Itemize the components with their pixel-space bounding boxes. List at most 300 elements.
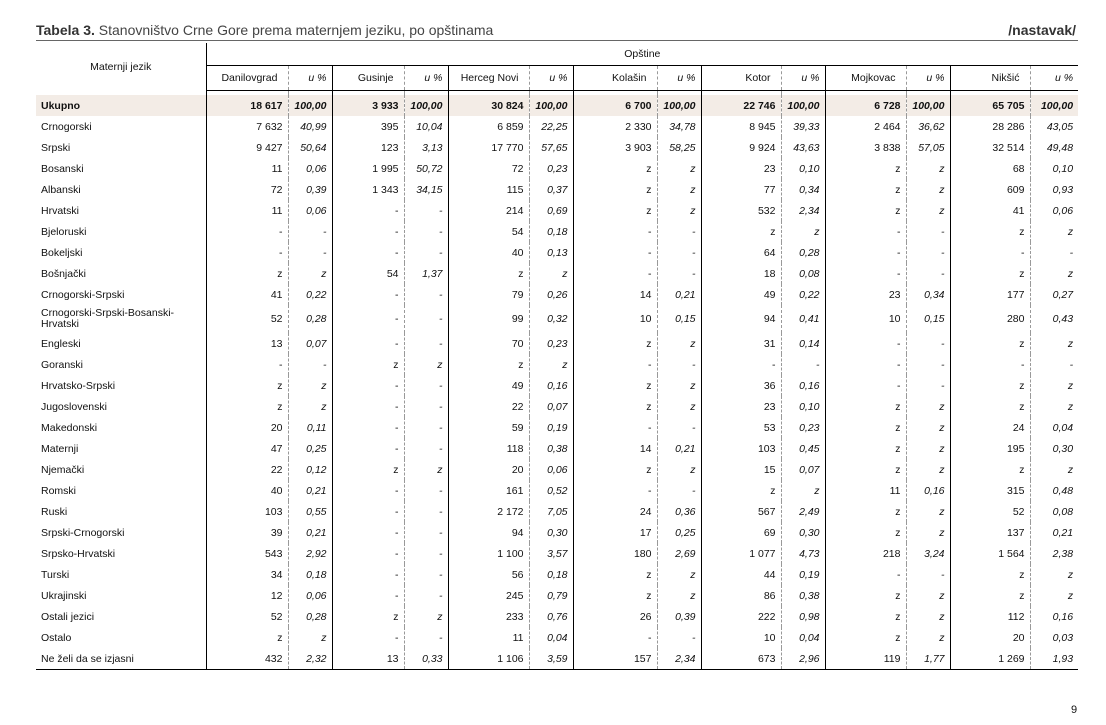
percent-cell: z (657, 200, 701, 221)
percent-cell: z (288, 263, 332, 284)
percent-cell: 0,18 (529, 221, 573, 242)
count-cell: 2 172 (448, 501, 529, 522)
count-cell: 24 (573, 501, 657, 522)
count-cell: - (332, 480, 404, 501)
percent-cell: - (404, 242, 448, 263)
count-cell: - (279, 246, 283, 259)
percent-cell: 50,64 (288, 137, 332, 158)
table-row (36, 627, 1078, 648)
count-cell: 1 100 (448, 543, 529, 564)
count-cell: 14 (573, 438, 657, 459)
count-cell: 567 (701, 501, 781, 522)
count-cell: 2 464 (825, 116, 906, 137)
count-cell: z (950, 375, 1030, 396)
count-cell: 1 343 (332, 179, 404, 200)
count-cell: - (332, 564, 404, 585)
count-cell: 28 286 (950, 116, 1030, 137)
percent-cell: 0,04 (781, 627, 825, 648)
percent-cell: - (404, 333, 448, 354)
percent-cell: 0,52 (529, 480, 573, 501)
count-cell: 13 (332, 648, 404, 670)
language-name: Hrvatski (36, 200, 206, 221)
percent-cell: 0,32 (529, 305, 573, 333)
count-cell: z (825, 179, 906, 200)
count-cell: - (825, 564, 906, 585)
population-language-table (36, 43, 1078, 670)
count-cell: z (573, 585, 657, 606)
count-cell: 59 (448, 417, 529, 438)
percent-cell: 0,28 (288, 305, 332, 333)
count-cell: - (279, 358, 283, 371)
count-cell: 20 (950, 627, 1030, 648)
count-cell: - (332, 375, 404, 396)
count-cell: 11 (271, 162, 283, 175)
count-cell: 54 (332, 263, 404, 284)
table-number: Tabela 3. (36, 22, 95, 38)
percent-cell: 2,92 (288, 543, 332, 564)
percent-cell: 0,06 (529, 459, 573, 480)
language-name: Makedonski (36, 417, 206, 438)
percent-cell: z (1030, 263, 1078, 284)
percent-cell: - (906, 242, 950, 263)
count-cell: 34 (270, 568, 283, 581)
count-cell: z (277, 400, 283, 413)
count-cell: 40 (448, 242, 529, 263)
count-cell: z (448, 263, 529, 284)
count-cell: z (573, 179, 657, 200)
count-cell: 24 (950, 417, 1030, 438)
percent-cell: 0,19 (781, 564, 825, 585)
count-cell: 115 (448, 179, 529, 200)
percent-cell: 0,69 (529, 200, 573, 221)
page-number: 9 (1071, 704, 1078, 716)
count-cell: z (950, 585, 1030, 606)
percent-cell: 57,05 (906, 137, 950, 158)
count-cell: 609 (950, 179, 1030, 200)
count-cell: 395 (332, 116, 404, 137)
table-row (36, 417, 1078, 438)
count-cell: 14 (573, 284, 657, 305)
percent-cell: z (906, 438, 950, 459)
count-cell: z (332, 459, 404, 480)
count-cell: - (332, 438, 404, 459)
percent-cell: 0,10 (781, 396, 825, 417)
percent-cell: z (657, 179, 701, 200)
percent-cell: 0,22 (781, 284, 825, 305)
language-name: Ostalo (36, 627, 206, 648)
count-cell: z (825, 501, 906, 522)
table-row (36, 200, 1078, 221)
percent-cell: - (404, 375, 448, 396)
percent-cell: - (404, 480, 448, 501)
language-name: Ostali jezici (36, 606, 206, 627)
percent-cell: 0,37 (529, 179, 573, 200)
count-cell: - (701, 354, 781, 375)
percent-cell: 40,99 (288, 116, 332, 137)
count-cell: z (950, 564, 1030, 585)
table-row (36, 648, 1078, 670)
percent-cell: 0,16 (906, 480, 950, 501)
language-name: Bokeljski (36, 242, 206, 263)
count-cell: - (573, 480, 657, 501)
percent-cell: - (404, 284, 448, 305)
percent-cell: 57,65 (529, 137, 573, 158)
percent-cell: z (906, 627, 950, 648)
count-cell: z (825, 522, 906, 543)
percent-cell: - (288, 354, 332, 375)
percent-cell: 0,34 (906, 284, 950, 305)
percent-cell: 0,06 (1030, 200, 1078, 221)
count-cell: z (277, 379, 283, 392)
percent-cell: 39,33 (781, 116, 825, 137)
percent-header: u % (404, 66, 448, 91)
percent-cell: - (657, 263, 701, 284)
percent-cell: 0,79 (529, 585, 573, 606)
percent-cell: - (404, 438, 448, 459)
language-name: Srpsko-Hrvatski (36, 543, 206, 564)
count-cell: z (701, 221, 781, 242)
percent-cell: 50,72 (404, 158, 448, 179)
count-cell: 56 (448, 564, 529, 585)
count-cell: 49 (448, 375, 529, 396)
language-name: Goranski (36, 354, 206, 375)
table-row (36, 305, 1078, 333)
table-row (36, 438, 1078, 459)
table-row (36, 585, 1078, 606)
count-cell: 15 (701, 459, 781, 480)
count-cell: 94 (448, 522, 529, 543)
count-cell: 44 (701, 564, 781, 585)
table-row (36, 137, 1078, 158)
language-name: Hrvatsko-Srpski (36, 375, 206, 396)
percent-cell: 100,00 (529, 95, 573, 116)
count-cell: z (950, 396, 1030, 417)
language-name: Crnogorski (36, 116, 206, 137)
count-cell: 54 (448, 221, 529, 242)
percent-cell: 0,12 (288, 459, 332, 480)
table-row (36, 396, 1078, 417)
count-cell: - (825, 263, 906, 284)
count-cell: 23 (701, 158, 781, 179)
count-cell: z (573, 396, 657, 417)
continued-marker: /nastavak/ (1008, 22, 1076, 38)
percent-cell: z (906, 158, 950, 179)
municipality-header: Danilovgrad (206, 66, 288, 91)
count-cell: 8 945 (701, 116, 781, 137)
municipality-header: Nikšić (950, 66, 1030, 91)
count-cell: 22 746 (701, 95, 781, 116)
count-cell: z (825, 396, 906, 417)
percent-cell: - (404, 522, 448, 543)
count-cell: 432 (206, 648, 288, 670)
percent-cell: 0,36 (657, 501, 701, 522)
count-cell: 23 (701, 396, 781, 417)
percent-cell: 0,38 (781, 585, 825, 606)
count-cell: 103 (701, 438, 781, 459)
count-cell: 3 933 (332, 95, 404, 116)
percent-header: u % (288, 66, 332, 91)
percent-cell: 36,62 (906, 116, 950, 137)
table-row (36, 564, 1078, 585)
percent-cell: 0,21 (1030, 522, 1078, 543)
percent-cell: 100,00 (906, 95, 950, 116)
percent-cell: - (288, 221, 332, 242)
count-cell: - (332, 585, 404, 606)
count-cell: 68 (950, 158, 1030, 179)
count-cell: 10 (825, 305, 906, 333)
percent-cell: 2,34 (657, 648, 701, 670)
count-cell: - (573, 627, 657, 648)
language-name: Maternji (36, 438, 206, 459)
count-cell: z (825, 627, 906, 648)
percent-cell: 0,76 (529, 606, 573, 627)
percent-cell: 0,38 (529, 438, 573, 459)
count-cell: - (332, 396, 404, 417)
percent-cell: 0,11 (288, 417, 332, 438)
count-cell: z (825, 417, 906, 438)
percent-cell: - (404, 585, 448, 606)
percent-cell: 3,57 (529, 543, 573, 564)
language-name: Crnogorski-Srpski-Bosanski-Hrvatski (36, 305, 206, 333)
count-cell: 52 (270, 312, 283, 325)
count-cell: - (279, 225, 283, 238)
table-row (36, 284, 1078, 305)
count-cell: 79 (448, 284, 529, 305)
percent-cell: 1,37 (404, 263, 448, 284)
percent-cell: - (404, 200, 448, 221)
percent-cell: 43,63 (781, 137, 825, 158)
table-row (36, 354, 1078, 375)
percent-cell: z (657, 585, 701, 606)
percent-cell: 0,08 (1030, 501, 1078, 522)
percent-cell: 0,19 (529, 417, 573, 438)
percent-cell: 0,22 (288, 284, 332, 305)
count-cell: z (825, 200, 906, 221)
percent-cell: z (529, 354, 573, 375)
percent-cell: z (657, 333, 701, 354)
count-cell: - (332, 333, 404, 354)
count-cell: z (573, 564, 657, 585)
percent-cell: 0,08 (781, 263, 825, 284)
table-row (36, 480, 1078, 501)
percent-cell: 34,15 (404, 179, 448, 200)
percent-cell: 0,15 (906, 305, 950, 333)
table-body (36, 91, 1078, 670)
percent-cell: 2,38 (1030, 543, 1078, 564)
count-cell: z (701, 480, 781, 501)
percent-cell: 0,13 (529, 242, 573, 263)
percent-cell: 3,13 (404, 137, 448, 158)
percent-cell: 0,25 (657, 522, 701, 543)
percent-cell: - (657, 221, 701, 242)
percent-cell: 2,32 (288, 648, 332, 670)
percent-cell: z (288, 627, 332, 648)
percent-cell: 0,10 (1030, 158, 1078, 179)
count-cell: 40 (270, 484, 283, 497)
table-row (36, 375, 1078, 396)
percent-cell: 49,48 (1030, 137, 1078, 158)
count-cell: 11 (271, 204, 283, 217)
percent-cell: 0,10 (781, 158, 825, 179)
percent-header: u % (781, 66, 825, 91)
percent-cell: 100,00 (1030, 95, 1078, 116)
percent-cell: z (657, 375, 701, 396)
table-row (36, 221, 1078, 242)
percent-cell: z (906, 179, 950, 200)
count-cell: - (332, 200, 404, 221)
percent-cell: - (906, 333, 950, 354)
percent-cell: 7,05 (529, 501, 573, 522)
percent-cell: - (288, 242, 332, 263)
header-row-group (36, 43, 1078, 66)
percent-cell: z (404, 459, 448, 480)
percent-cell: 58,25 (657, 137, 701, 158)
percent-cell: 0,18 (288, 564, 332, 585)
count-cell: z (950, 221, 1030, 242)
percent-cell: z (906, 501, 950, 522)
count-cell: 2 330 (573, 116, 657, 137)
count-cell: 3 903 (573, 137, 657, 158)
percent-cell: 0,04 (529, 627, 573, 648)
count-cell: 10 (573, 305, 657, 333)
count-cell: z (573, 333, 657, 354)
municipality-header: Kolašin (573, 66, 657, 91)
count-cell: z (573, 459, 657, 480)
count-cell: 22 (448, 396, 529, 417)
count-cell: 9 924 (701, 137, 781, 158)
count-cell: z (277, 267, 283, 280)
percent-cell: 2,34 (781, 200, 825, 221)
count-cell: 41 (270, 288, 283, 301)
percent-cell: 2,49 (781, 501, 825, 522)
count-cell: z (448, 354, 529, 375)
count-cell: 180 (573, 543, 657, 564)
count-cell: - (573, 354, 657, 375)
percent-cell: z (906, 200, 950, 221)
count-cell: 218 (825, 543, 906, 564)
percent-cell: z (906, 585, 950, 606)
percent-cell: 0,26 (529, 284, 573, 305)
count-cell: 17 (573, 522, 657, 543)
percent-cell: - (906, 375, 950, 396)
percent-cell: 0,33 (404, 648, 448, 670)
percent-cell: 100,00 (404, 95, 448, 116)
count-cell: 119 (825, 648, 906, 670)
percent-cell: - (906, 564, 950, 585)
count-cell: 157 (573, 648, 657, 670)
count-cell: 70 (448, 333, 529, 354)
count-cell: 195 (950, 438, 1030, 459)
percent-cell: 2,69 (657, 543, 701, 564)
language-name: Crnogorski-Srpski (36, 284, 206, 305)
count-cell: - (332, 221, 404, 242)
percent-cell: z (906, 459, 950, 480)
percent-cell: z (1030, 459, 1078, 480)
count-cell: 315 (950, 480, 1030, 501)
percent-cell: 0,07 (781, 459, 825, 480)
count-cell: z (950, 459, 1030, 480)
count-cell: - (825, 333, 906, 354)
count-cell: - (573, 263, 657, 284)
language-name: Njemački (36, 459, 206, 480)
count-cell: 39 (270, 526, 283, 539)
percent-cell: z (657, 564, 701, 585)
count-cell: - (825, 242, 906, 263)
count-cell: 10 (701, 627, 781, 648)
language-name: Turski (36, 564, 206, 585)
language-name: Srpski (36, 137, 206, 158)
percent-cell: z (906, 417, 950, 438)
percent-cell: - (404, 417, 448, 438)
count-cell: - (332, 242, 404, 263)
percent-cell: z (657, 459, 701, 480)
count-cell: - (332, 501, 404, 522)
percent-cell: z (1030, 396, 1078, 417)
count-cell: 72 (270, 183, 283, 196)
count-cell: 245 (448, 585, 529, 606)
count-cell: 214 (448, 200, 529, 221)
table-row (36, 179, 1078, 200)
count-cell: 137 (950, 522, 1030, 543)
percent-cell: z (906, 606, 950, 627)
percent-cell: 0,28 (781, 242, 825, 263)
percent-cell: 0,48 (1030, 480, 1078, 501)
count-cell: - (825, 354, 906, 375)
table-row (36, 333, 1078, 354)
count-cell: 52 (950, 501, 1030, 522)
language-column-header: Maternji jezik (36, 43, 206, 91)
count-cell: 11 (825, 480, 906, 501)
municipality-header: Mojkovac (825, 66, 906, 91)
percent-cell: - (906, 263, 950, 284)
count-cell: 3 838 (825, 137, 906, 158)
percent-cell: 0,30 (529, 522, 573, 543)
percent-header: u % (906, 66, 950, 91)
percent-cell: 100,00 (657, 95, 701, 116)
count-cell: z (825, 158, 906, 179)
percent-cell: z (781, 480, 825, 501)
count-cell: 65 705 (950, 95, 1030, 116)
percent-cell: 0,93 (1030, 179, 1078, 200)
municipality-header: Gusinje (332, 66, 404, 91)
language-name: Bjeloruski (36, 221, 206, 242)
percent-cell: 0,45 (781, 438, 825, 459)
language-name: Jugoslovenski (36, 396, 206, 417)
count-cell: 233 (448, 606, 529, 627)
count-cell: 1 269 (950, 648, 1030, 670)
percent-cell: 0,34 (781, 179, 825, 200)
municipality-header: Kotor (701, 66, 781, 91)
percent-cell: 0,39 (657, 606, 701, 627)
count-cell: 222 (701, 606, 781, 627)
percent-cell: 100,00 (288, 95, 332, 116)
count-cell: z (825, 606, 906, 627)
language-name: Bosanski (36, 158, 206, 179)
percent-cell: 0,16 (781, 375, 825, 396)
count-cell: - (332, 627, 404, 648)
count-cell: 69 (701, 522, 781, 543)
count-cell: 280 (950, 305, 1030, 333)
percent-cell: 3,24 (906, 543, 950, 564)
count-cell: - (332, 284, 404, 305)
percent-cell: z (906, 396, 950, 417)
percent-cell: - (906, 221, 950, 242)
table-row (36, 242, 1078, 263)
percent-cell: 0,07 (288, 333, 332, 354)
count-cell: - (950, 354, 1030, 375)
percent-cell: 0,21 (657, 438, 701, 459)
count-cell: z (332, 606, 404, 627)
